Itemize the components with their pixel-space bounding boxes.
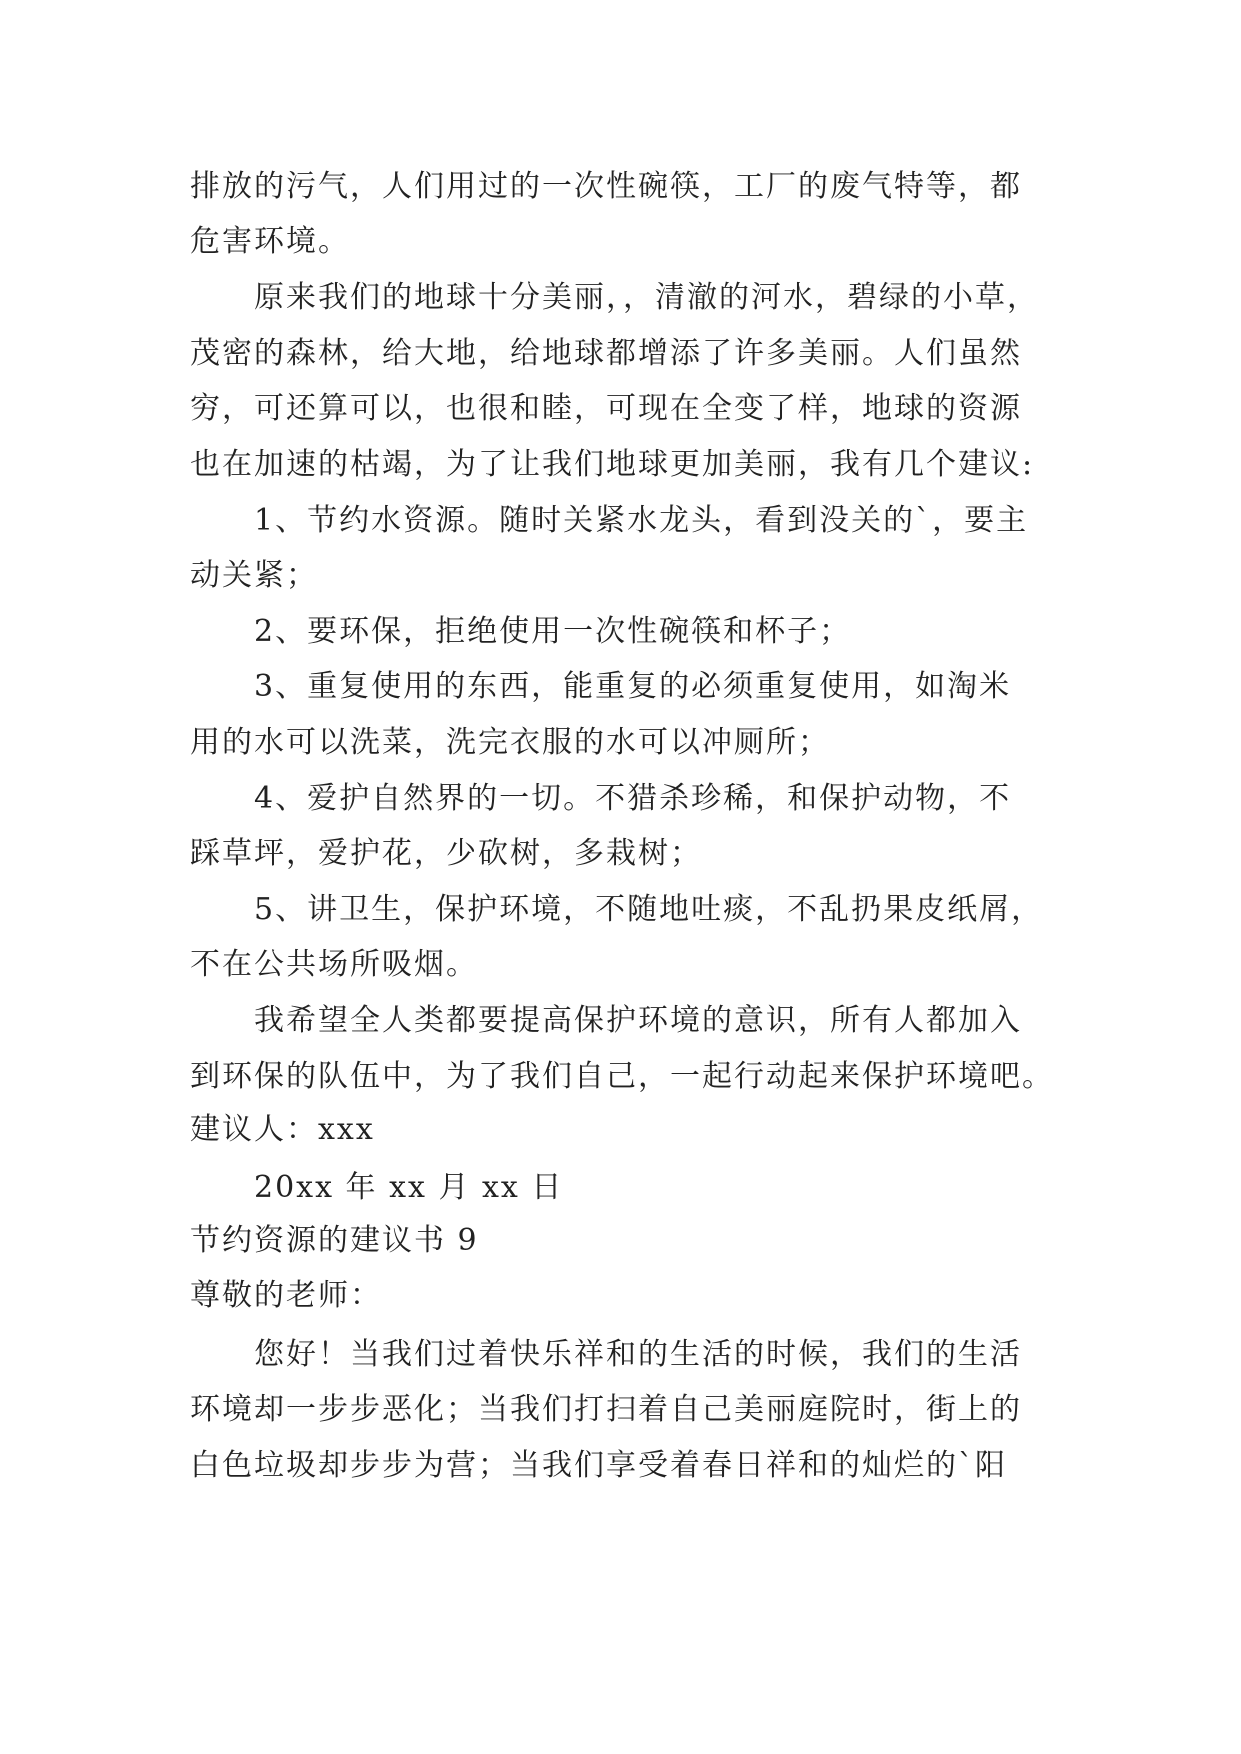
list-item-line: 不在公共场所吸烟。 xyxy=(190,947,478,982)
salutation: 尊敬的老师： xyxy=(190,1278,382,1313)
list-item-line: 1、节约水资源。随时关紧水龙头，看到没关的`，要主 xyxy=(254,503,1029,538)
list-item-line: 踩草坪，爱护花，少砍树，多栽树； xyxy=(190,836,702,871)
paragraph-line: 环境却一步步恶化；当我们打扫着自己美丽庭院时，街上的 xyxy=(190,1392,1022,1427)
list-item-line: 3、重复使用的东西，能重复的必须重复使用，如淘米 xyxy=(254,669,1012,704)
proposer-line: 建议人：xxx xyxy=(190,1112,375,1147)
list-item-line: 5、讲卫生，保护环境，不随地吐痰，不乱扔果皮纸屑， xyxy=(254,892,1044,927)
paragraph-line: 排放的污气，人们用过的一次性碗筷，工厂的废气特等，都 xyxy=(190,169,1022,204)
list-item-line: 2、要环保，拒绝使用一次性碗筷和杯子； xyxy=(254,614,852,649)
section-title: 节约资源的建议书 9 xyxy=(190,1223,479,1258)
paragraph-line: 原来我们的地球十分美丽，，清澈的河水，碧绿的小草， xyxy=(254,280,1039,315)
date-line: 20xx 年 xx 月 xx 日 xyxy=(254,1170,564,1205)
paragraph-line: 到环保的队伍中，为了我们自己，一起行动起来保护环境吧。 xyxy=(190,1059,1054,1094)
paragraph-line: 您好！当我们过着快乐祥和的生活的时候，我们的生活 xyxy=(254,1337,1022,1372)
list-item-line: 动关紧； xyxy=(190,558,318,593)
paragraph-line: 我希望全人类都要提高保护环境的意识，所有人都加入 xyxy=(254,1003,1022,1038)
paragraph-line: 白色垃圾却步步为营；当我们享受着春日祥和的灿烂的`阳 xyxy=(190,1448,1007,1483)
paragraph-line: 穷，可还算可以，也很和睦，可现在全变了样，地球的资源 xyxy=(190,391,1022,426)
paragraph-line: 危害环境。 xyxy=(190,224,350,259)
paragraph-line: 茂密的森林，给大地，给地球都增添了许多美丽。人们虽然 xyxy=(190,336,1022,371)
paragraph-line: 也在加速的枯竭，为了让我们地球更加美丽，我有几个建议: xyxy=(190,447,1035,482)
list-item-line: 用的水可以洗菜，洗完衣服的水可以冲厕所； xyxy=(190,725,830,760)
list-item-line: 4、爱护自然界的一切。不猎杀珍稀，和保护动物，不 xyxy=(254,781,1012,816)
